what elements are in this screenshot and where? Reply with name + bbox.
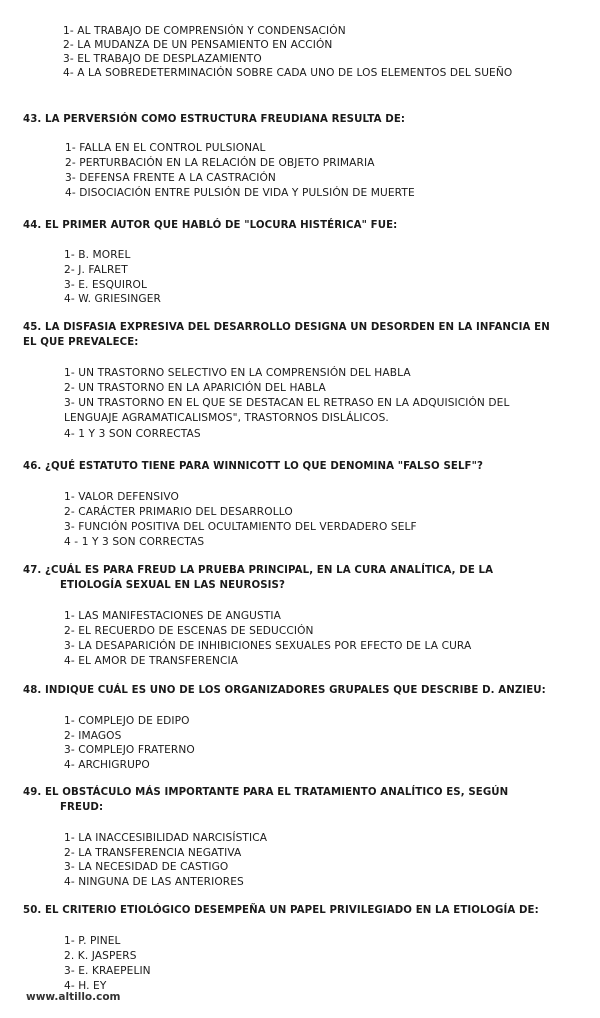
option-1: 1- UN TRASTORNO SELECTIVO EN LA COMPRENSIÓN DEL HABLA (64, 367, 411, 379)
option-1: 1- VALOR DEFENSIVO (64, 491, 179, 503)
option-2: 2- CARÁCTER PRIMARIO DEL DESARROLLO (64, 506, 293, 518)
option-3: 3- UN TRASTORNO EN EL QUE SE DESTACAN EL RETRASO EN LA ADQUISICIÓN DEL LENGUAJE AGRAMATICALISMOS", TRASTORNOS DISLÁLICOS. (64, 397, 510, 424)
option-1: 1- LA INACCESIBILIDAD NARCISÍSTICA (64, 832, 268, 844)
option-3: 3- LA DESAPARICIÓN DE INHIBICIONES SEXUALES POR EFECTO DE LA CURA (64, 640, 472, 652)
option-4: 4- NINGUNA DE LAS ANTERIORES (64, 876, 244, 888)
site-watermark: www.altillo.com (26, 991, 121, 1003)
option-4: 4- DISOCIACIÓN ENTRE PULSIÓN DE VIDA Y PULSIÓN DE MUERTE (65, 187, 415, 199)
option-4: 4- A LA SOBREDETERMINACIÓN SOBRE CADA UNO DE LOS ELEMENTOS DEL SUEÑO (63, 67, 513, 79)
question-text: 45. LA DISFASIA EXPRESIVA DEL DESARROLLO DESIGNA UN DESORDEN EN LA INFANCIA EN EL QUE PREVALECE: (23, 322, 550, 348)
question-text (23, 564, 563, 593)
option-4: 4- ARCHIGRUPO (64, 759, 150, 771)
option-2: 2- PERTURBACIÓN EN LA RELACIÓN DE OBJETO PRIMARIA (65, 157, 375, 169)
option-2: 2- J. FALRET (64, 264, 128, 276)
option-2: 2- UN TRASTORNO EN LA APARICIÓN DEL HABLA (64, 382, 326, 394)
option-4: 4- W. GRIESINGER (64, 293, 161, 305)
option-3: 3- E. KRAEPELIN (64, 965, 151, 977)
option-2: 2- LA TRANSFERENCIA NEGATIVA (64, 847, 242, 859)
question-text: 44. EL PRIMER AUTOR QUE HABLÓ DE "LOCURA HISTÉRICA" FUE: (23, 220, 398, 231)
option-3: 3- E. ESQUIROL (64, 279, 147, 291)
option-3: 3- LA NECESIDAD DE CASTIGO (64, 861, 229, 873)
option-3: 3- COMPLEJO FRATERNO (64, 744, 195, 756)
question-text (23, 786, 563, 815)
option-1: 1- B. MOREL (64, 249, 131, 261)
question-line-1: 47. ¿CUÁL ES PARA FREUD LA PRUEBA PRINCIPAL, EN LA CURA ANALÍTICA, DE LA (23, 565, 494, 576)
option-4: 4 - 1 Y 3 SON CORRECTAS (64, 536, 205, 548)
option-1: 1- FALLA EN EL CONTROL PULSIONAL (65, 142, 266, 154)
question-line-2: FREUD: (60, 801, 104, 813)
question-text: 43. LA PERVERSIÓN COMO ESTRUCTURA FREUDIANA RESULTA DE: (23, 114, 406, 125)
option-1: 1- COMPLEJO DE EDIPO (64, 715, 190, 727)
option-3: 3- DEFENSA FRENTE A LA CASTRACIÓN (65, 172, 276, 184)
option-2: 2- IMAGOS (64, 730, 122, 742)
option-1: 1- LAS MANIFESTACIONES DE ANGUSTIA (64, 610, 281, 622)
option-4: 4- H. EY (64, 980, 107, 992)
option-1: 1- AL TRABAJO DE COMPRENSIÓN Y CONDENSACIÓN (63, 25, 346, 37)
option-2: 2. K. JASPERS (64, 950, 137, 962)
option-2: 2- LA MUDANZA DE UN PENSAMIENTO EN ACCIÓN (63, 39, 333, 51)
option-3: 3- EL TRABAJO DE DESPLAZAMIENTO (63, 53, 262, 65)
option-4: 4- 1 Y 3 SON CORRECTAS (64, 428, 201, 440)
option-4: 4- EL AMOR DE TRANSFERENCIA (64, 655, 239, 667)
question-line-1: 49. EL OBSTÁCULO MÁS IMPORTANTE PARA EL TRATAMIENTO ANALÍTICO ES, SEGÚN (23, 787, 509, 798)
question-text: 46. ¿QUÉ ESTATUTO TIENE PARA WINNICOTT LO QUE DENOMINA "FALSO SELF"? (23, 461, 484, 472)
option-1: 1- P. PINEL (64, 935, 121, 947)
question-text: 50. EL CRITERIO ETIOLÓGICO DESEMPEÑA UN PAPEL PRIVILEGIADO EN LA ETIOLOGÍA DE: (23, 905, 539, 916)
question-line-2: ETIOLOGÍA SEXUAL EN LAS NEUROSIS? (60, 579, 285, 591)
option-3: 3- FUNCIÓN POSITIVA DEL OCULTAMIENTO DEL VERDADERO SELF (64, 521, 417, 533)
question-text: 48. INDIQUE CUÁL ES UNO DE LOS ORGANIZADORES GRUPALES QUE DESCRIBE D. ANZIEU: (23, 685, 546, 696)
option-2: 2- EL RECUERDO DE ESCENAS DE SEDUCCIÓN (64, 625, 314, 637)
